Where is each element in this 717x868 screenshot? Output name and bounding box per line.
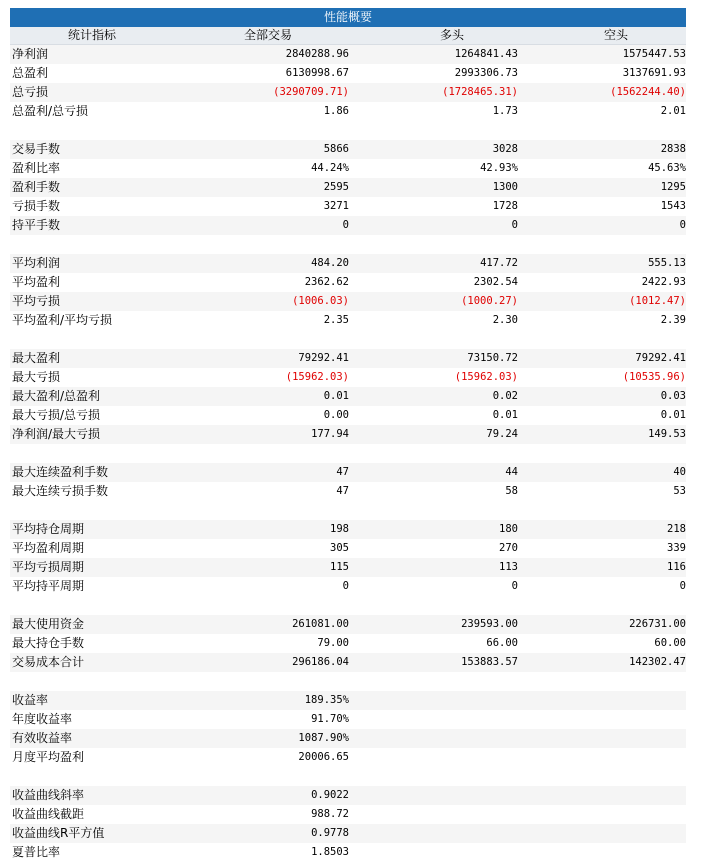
table-row	[10, 254, 686, 273]
row-label: 亏损手数	[12, 199, 61, 213]
row-label: 最大连续盈利手数	[12, 465, 109, 479]
table-row	[10, 615, 686, 634]
row-label: 最大连续亏损手数	[12, 484, 109, 498]
value-short: (1012.47)	[629, 295, 686, 307]
value-all-trades: 6130998.67	[285, 67, 349, 79]
value-long: (1728465.31)	[442, 86, 518, 98]
row-label: 夏普比率	[12, 845, 61, 859]
value-long: (15962.03)	[454, 371, 518, 383]
value-short	[518, 786, 686, 805]
value-short: 226731.00	[629, 618, 686, 630]
value-short: 1295	[660, 181, 686, 193]
group-spacer	[10, 330, 686, 349]
row-label: 盈利比率	[12, 161, 61, 175]
table-row	[10, 634, 686, 653]
value-all-trades: 189.35%	[304, 694, 349, 706]
row-label: 最大持仓手数	[12, 636, 85, 650]
column-header-short: 空头	[603, 28, 628, 42]
row-label: 交易手数	[12, 142, 61, 156]
value-long	[349, 843, 518, 862]
value-all-trades: 47	[336, 466, 349, 478]
row-label: 最大亏损/总亏损	[12, 408, 101, 422]
row-label: 总盈利	[12, 66, 49, 80]
value-all-trades: 79.00	[317, 637, 349, 649]
table-row	[10, 406, 686, 425]
value-long: 73150.72	[467, 352, 518, 364]
value-long: 180	[499, 523, 518, 535]
value-short: 0.03	[660, 390, 686, 402]
value-short: 79292.41	[635, 352, 686, 364]
value-short: 45.63%	[648, 162, 686, 174]
value-long: 113	[499, 561, 518, 573]
table-row	[10, 45, 686, 64]
row-label: 平均持仓周期	[12, 522, 85, 536]
value-long: 58	[505, 485, 518, 497]
value-short	[518, 824, 686, 843]
value-long: 2.30	[492, 314, 518, 326]
table-row	[10, 520, 686, 539]
table-row	[10, 463, 686, 482]
value-long	[349, 729, 518, 748]
value-all-trades: 115	[330, 561, 349, 573]
value-all-trades: 0.00	[323, 409, 349, 421]
table-row	[10, 786, 686, 805]
value-short: 60.00	[654, 637, 686, 649]
table-row	[10, 710, 686, 729]
table-row	[10, 102, 686, 121]
column-header-long: 多头	[439, 28, 464, 42]
value-all-trades: 91.70%	[311, 713, 349, 725]
table-row	[10, 482, 686, 501]
table-row	[10, 577, 686, 596]
value-all-trades: 2595	[323, 181, 349, 193]
table-row	[10, 387, 686, 406]
row-label: 持平手数	[12, 218, 61, 232]
value-short: 149.53	[648, 428, 686, 440]
row-label: 交易成本合计	[12, 655, 85, 669]
value-short: 0	[679, 219, 686, 231]
group-spacer	[10, 501, 686, 520]
table-row	[10, 824, 686, 843]
value-all-trades: 305	[330, 542, 349, 554]
value-long: 239593.00	[461, 618, 518, 630]
value-long: 0.02	[492, 390, 518, 402]
value-long: 2302.54	[473, 276, 518, 288]
value-short: 1543	[660, 200, 686, 212]
report-title: 性能概要	[10, 8, 686, 27]
table-row	[10, 216, 686, 235]
row-label: 收益曲线截距	[12, 807, 85, 821]
table-row	[10, 805, 686, 824]
value-long: 42.93%	[480, 162, 518, 174]
table-row	[10, 140, 686, 159]
value-short: 142302.47	[629, 656, 686, 668]
row-label: 最大亏损	[12, 370, 61, 384]
value-long: 2993306.73	[454, 67, 518, 79]
table-row	[10, 197, 686, 216]
value-all-trades: 0.9778	[311, 827, 349, 839]
value-long	[349, 824, 518, 843]
value-short: 218	[667, 523, 686, 535]
value-all-trades: 44.24%	[311, 162, 349, 174]
value-short: 3137691.93	[622, 67, 686, 79]
value-long: 1728	[492, 200, 518, 212]
column-header-metric: 统计指标	[68, 28, 117, 42]
row-label: 总盈利/总亏损	[12, 104, 89, 118]
value-all-trades: 0.01	[323, 390, 349, 402]
value-long: 0	[511, 219, 518, 231]
value-all-trades: 0	[342, 580, 349, 592]
row-label: 平均盈利/平均亏损	[12, 313, 113, 327]
row-label: 月度平均盈利	[12, 750, 85, 764]
value-long	[349, 786, 518, 805]
group-spacer	[10, 672, 686, 691]
value-long: 1264841.43	[454, 48, 518, 60]
value-short	[518, 843, 686, 862]
value-all-trades: 296186.04	[292, 656, 349, 668]
value-short	[518, 729, 686, 748]
value-long: 153883.57	[461, 656, 518, 668]
table-row	[10, 368, 686, 387]
row-label: 收益曲线R平方值	[12, 826, 105, 840]
value-all-trades: 0	[342, 219, 349, 231]
row-label: 平均盈利	[12, 275, 61, 289]
value-all-trades: 2362.62	[304, 276, 349, 288]
group-spacer	[10, 121, 686, 140]
value-short: 339	[667, 542, 686, 554]
value-short	[518, 710, 686, 729]
table-row	[10, 748, 686, 767]
row-label: 最大盈利	[12, 351, 61, 365]
value-short: 555.13	[648, 257, 686, 269]
table-row	[10, 729, 686, 748]
row-label: 收益曲线斜率	[12, 788, 85, 802]
row-label: 平均利润	[12, 256, 61, 270]
row-label: 总亏损	[12, 85, 49, 99]
value-short: 2.39	[660, 314, 686, 326]
group-spacer	[10, 596, 686, 615]
value-short: 53	[673, 485, 686, 497]
row-label: 最大使用资金	[12, 617, 85, 631]
value-all-trades: 79292.41	[298, 352, 349, 364]
value-long	[349, 748, 518, 767]
row-label: 有效收益率	[12, 731, 73, 745]
value-all-trades: (3290709.71)	[273, 86, 349, 98]
row-label: 收益率	[12, 693, 49, 707]
table-row	[10, 691, 686, 710]
value-all-trades: 1087.90%	[298, 732, 349, 744]
row-label: 盈利手数	[12, 180, 61, 194]
row-label: 净利润	[12, 47, 49, 61]
value-long: 3028	[492, 143, 518, 155]
value-all-trades: 988.72	[311, 808, 349, 820]
value-all-trades: 47	[336, 485, 349, 497]
value-all-trades: (1006.03)	[292, 295, 349, 307]
group-spacer	[10, 767, 686, 786]
value-all-trades: 0.9022	[311, 789, 349, 801]
value-long: 79.24	[486, 428, 518, 440]
metrics-table-body	[10, 45, 686, 862]
table-row	[10, 273, 686, 292]
value-all-trades: 177.94	[311, 428, 349, 440]
row-label: 平均亏损	[12, 294, 61, 308]
value-short: (1562244.40)	[610, 86, 686, 98]
performance-summary-report	[10, 8, 686, 862]
table-row	[10, 425, 686, 444]
value-all-trades: 198	[330, 523, 349, 535]
value-long	[349, 691, 518, 710]
table-row	[10, 83, 686, 102]
value-short	[518, 805, 686, 824]
value-long	[349, 805, 518, 824]
value-long: 1300	[492, 181, 518, 193]
value-long	[349, 710, 518, 729]
value-short: 2422.93	[641, 276, 686, 288]
value-all-trades: 261081.00	[292, 618, 349, 630]
value-short: 40	[673, 466, 686, 478]
table-row	[10, 558, 686, 577]
table-row	[10, 311, 686, 330]
group-spacer	[10, 444, 686, 463]
value-short: 1575447.53	[622, 48, 686, 60]
table-row	[10, 178, 686, 197]
value-all-trades: 484.20	[311, 257, 349, 269]
row-label: 净利润/最大亏损	[12, 427, 101, 441]
value-short: 2.01	[660, 105, 686, 117]
value-all-trades: (15962.03)	[285, 371, 349, 383]
table-row	[10, 843, 686, 862]
value-long: 1.73	[492, 105, 518, 117]
value-short: 2838	[660, 143, 686, 155]
value-all-trades: 1.86	[323, 105, 349, 117]
value-long: 44	[505, 466, 518, 478]
value-short: (10535.96)	[622, 371, 686, 383]
value-long: 66.00	[486, 637, 518, 649]
value-all-trades: 2840288.96	[285, 48, 349, 60]
group-spacer	[10, 235, 686, 254]
table-row	[10, 539, 686, 558]
value-long: (1000.27)	[461, 295, 518, 307]
row-label: 最大盈利/总盈利	[12, 389, 101, 403]
value-long: 0.01	[492, 409, 518, 421]
table-row	[10, 64, 686, 83]
table-row	[10, 159, 686, 178]
table-row	[10, 653, 686, 672]
row-label: 年度收益率	[12, 712, 73, 726]
value-long: 417.72	[480, 257, 518, 269]
table-row	[10, 292, 686, 311]
value-all-trades: 1.8503	[311, 846, 349, 858]
column-header-all-trades: 全部交易	[244, 28, 293, 42]
value-long: 0	[511, 580, 518, 592]
column-header-row	[10, 27, 686, 45]
value-short	[518, 691, 686, 710]
row-label: 平均盈利周期	[12, 541, 85, 555]
value-short	[518, 748, 686, 767]
row-label: 平均亏损周期	[12, 560, 85, 574]
value-short: 116	[667, 561, 686, 573]
value-all-trades: 3271	[323, 200, 349, 212]
value-short: 0	[679, 580, 686, 592]
row-label: 平均持平周期	[12, 579, 85, 593]
value-long: 270	[499, 542, 518, 554]
value-short: 0.01	[660, 409, 686, 421]
value-all-trades: 20006.65	[298, 751, 349, 763]
table-row	[10, 349, 686, 368]
value-all-trades: 2.35	[323, 314, 349, 326]
value-all-trades: 5866	[323, 143, 349, 155]
